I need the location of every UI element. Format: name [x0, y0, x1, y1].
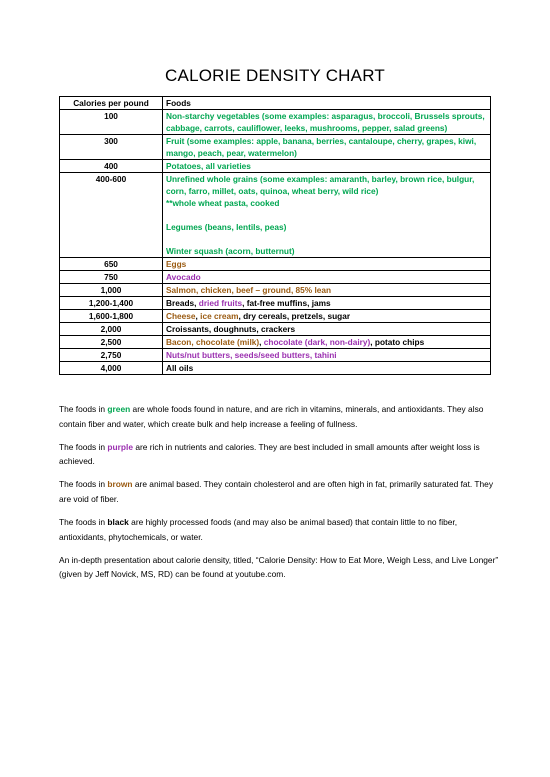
table-row	[60, 135, 491, 160]
food-text: Fruit (some examples: apple, banana, berries, cantaloupe, cherry, grapes, kiwi, mango, peach, pear, watermelon)	[166, 136, 477, 158]
food-text: All oils	[166, 363, 194, 373]
food-text: Eggs	[166, 259, 187, 269]
foods-cell	[163, 323, 491, 336]
note-paragraph	[59, 553, 499, 582]
calories-cell: 750	[60, 271, 163, 284]
calories-cell: 400-600	[60, 173, 163, 258]
calories-cell: 100	[60, 110, 163, 135]
notes-section	[59, 402, 499, 590]
food-text: Breads,	[166, 298, 199, 308]
table-row	[60, 297, 491, 310]
food-text: **whole wheat pasta, cooked	[166, 198, 280, 208]
note-text: are whole foods found in nature, and are rich in vitamins, minerals, and antioxidants. They also contain fiber and water, which create bulk and help increase a feeling of fullness.	[59, 404, 484, 429]
foods-cell	[163, 173, 491, 258]
table-row	[60, 336, 491, 349]
foods-cell	[163, 349, 491, 362]
food-text: Avocado	[166, 272, 201, 282]
calories-cell: 2,750	[60, 349, 163, 362]
food-text: , potato chips	[370, 337, 425, 347]
food-text: dried fruits	[198, 298, 243, 308]
foods-cell	[163, 110, 491, 135]
foods-cell	[163, 336, 491, 349]
note-text: The foods in	[59, 517, 108, 528]
table-row	[60, 173, 491, 258]
food-text: ,	[195, 311, 201, 321]
paragraph-gap	[166, 209, 487, 221]
food-text: Non-starchy vegetables (some examples: asparagus, broccoli, Brussels sprouts, cabbage, carrots, cauliflower, leeks, mushrooms, pepper, salad greens)	[166, 111, 485, 133]
food-text: ice cream	[200, 311, 239, 321]
color-keyword: brown	[107, 479, 133, 490]
calories-cell: 300	[60, 135, 163, 160]
note-paragraph	[59, 515, 499, 544]
foods-cell	[163, 362, 491, 375]
food-text: Croissants, doughnuts, crackers	[166, 324, 296, 334]
foods-cell	[163, 160, 491, 173]
food-text: Unrefined whole grains (some examples: amaranth, barley, brown rice, bulgur, corn, farro, millet, oats, quinoa, wheat berry, wild rice)	[166, 174, 475, 196]
note-paragraph	[59, 440, 499, 469]
foods-cell	[163, 284, 491, 297]
food-text: , fat-free muffins, jams	[242, 298, 331, 308]
foods-cell	[163, 271, 491, 284]
foods-cell	[163, 258, 491, 271]
note-paragraph	[59, 402, 499, 431]
calories-cell: 650	[60, 258, 163, 271]
calories-cell: 1,600-1,800	[60, 310, 163, 323]
page-title: CALORIE DENSITY CHART	[165, 66, 385, 85]
paragraph-gap	[166, 233, 487, 245]
color-keyword: black	[107, 517, 129, 528]
food-text: Cheese	[166, 311, 196, 321]
food-text: Potatoes, all varieties	[166, 161, 251, 171]
table-row	[60, 362, 491, 375]
food-text: Nuts/nut butters, seeds/seed butters, tahini	[166, 350, 337, 360]
color-keyword: green	[107, 404, 131, 414]
calories-cell: 2,500	[60, 336, 163, 349]
table-row	[60, 258, 491, 271]
calories-cell: 2,000	[60, 323, 163, 336]
note-text: An in-depth presentation about calorie density, titled, “Calorie Density: How to Eat More, Weigh Less, and Live Longer” (given by Jeff Novick, MS, RD) can be found at youtube.com.	[59, 554, 499, 580]
foods-cell	[163, 297, 491, 310]
food-text: , dry cereals, pretzels, sugar	[238, 311, 351, 321]
calories-cell: 1,000	[60, 284, 163, 297]
note-text: The foods in	[59, 441, 108, 452]
table-row	[60, 349, 491, 362]
table-row	[60, 160, 491, 173]
header-foods: Foods	[163, 97, 491, 110]
table-body	[60, 110, 491, 375]
table-row	[60, 284, 491, 297]
food-text: Salmon, chicken, beef – ground, 85% lean	[166, 285, 332, 295]
note-text: are animal based. They contain cholesterol and are often high in fat, primarily saturated fat. They are void of fiber.	[59, 479, 494, 504]
note-paragraph	[59, 477, 499, 506]
food-text: Legumes (beans, lentils, peas)	[166, 222, 287, 232]
calorie-density-table	[59, 96, 491, 375]
table-row	[60, 110, 491, 135]
food-text: Winter squash (acorn, butternut)	[166, 246, 295, 256]
note-text: are highly processed foods (and may also be animal based) that contain little to no fiber, antioxidants, phytochemicals, or water.	[59, 517, 458, 542]
note-text: The foods in	[59, 404, 108, 414]
foods-cell	[163, 310, 491, 323]
table-row	[60, 323, 491, 336]
table-row	[60, 310, 491, 323]
color-keyword: purple	[107, 441, 134, 452]
note-text: The foods in	[59, 479, 108, 490]
food-text: Bacon, chocolate (milk)	[166, 337, 260, 347]
note-text: are rich in nutrients and calories. They are best included in small amounts after weight loss is achieved.	[59, 441, 480, 467]
food-text: chocolate (dark, non-dairy)	[263, 337, 371, 347]
food-text: ,	[259, 337, 264, 347]
foods-cell	[163, 135, 491, 160]
calories-cell: 1,200-1,400	[60, 297, 163, 310]
calories-cell: 400	[60, 160, 163, 173]
table-row	[60, 271, 491, 284]
calories-cell: 4,000	[60, 362, 163, 375]
header-calories: Calories per pound	[60, 97, 163, 110]
table-header-row	[60, 97, 491, 110]
